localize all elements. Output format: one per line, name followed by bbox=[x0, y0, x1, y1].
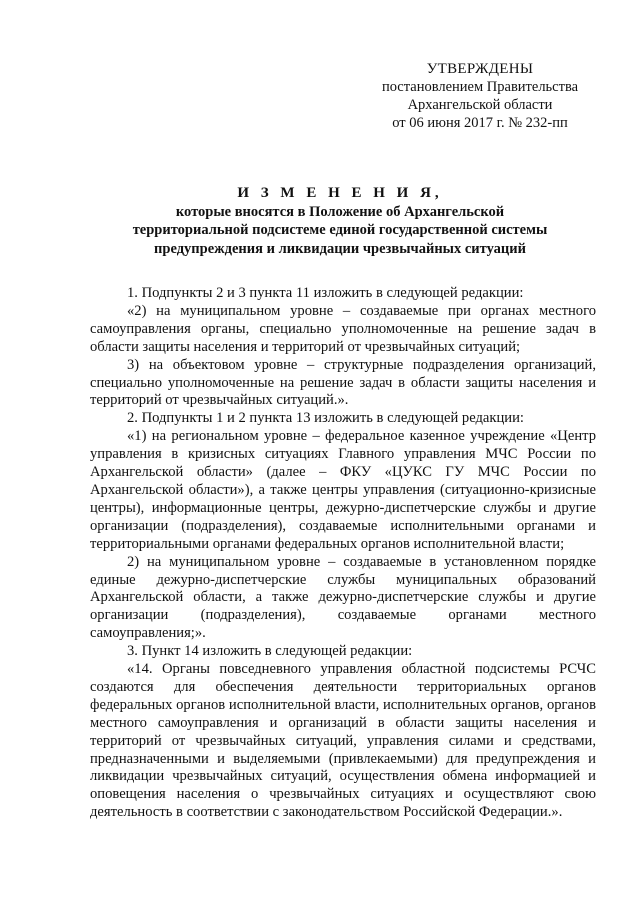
approval-line-1: постановлением Правительства bbox=[381, 79, 579, 95]
title-changes: И З М Е Н Е Н И Я, bbox=[237, 185, 443, 201]
approval-stamp bbox=[360, 60, 600, 132]
paragraph-subitem-3: 3) на объектовом уровне – структурные подразделения организаций, специально уполномоченные на решение задач в области защиты населения и территорий от чрезвычайных ситуаций.». bbox=[90, 356, 596, 409]
paragraph-item-2: 2. Подпункты 1 и 2 пункта 13 изложить в следующей редакции: bbox=[127, 410, 524, 427]
title-line-3: предупреждения и ликвидации чрезвычайных ситуаций bbox=[154, 240, 526, 257]
document-body bbox=[90, 285, 596, 822]
title-line-1: которые вносятся в Положение об Архангельской bbox=[175, 203, 505, 220]
paragraph-subitem-2: «2) на муниципальном уровне – создаваемые при органах местного самоуправления органы, специально уполномоченные на решение задач в области защиты населения и территорий от чрезвычайных ситуаций; bbox=[90, 302, 596, 355]
document-title bbox=[60, 184, 620, 258]
title-line-2: территориальной подсистеме единой государственной системы bbox=[132, 222, 548, 238]
paragraph-item-1: 1. Подпункты 2 и 3 пункта 11 изложить в следующей редакции: bbox=[127, 285, 524, 301]
paragraph-subitem-municipal: 2) на муниципальном уровне – создаваемые в установленном порядке единые дежурно-диспетчерские службы муниципальных образований Архангельской области, а также дежурно-диспетчерские службы и другие организации (подразделения), создаваемые органами местного самоуправления;». bbox=[90, 553, 596, 642]
paragraph-point-14: «14. Органы повседневного управления областной подсистемы РСЧС создаются для обеспечения деятельности территориальных органов федеральных органов исполнительной власти, исполнительных органов, органов местного самоуправления и организаций в области защиты населения и территорий от чрезвычайных ситуаций, управления силами и средствами, предназначенными и выделяемыми (привлекаемыми) для предупреждения и ликвидации чрезвычайных ситуаций, осуществления обмена информацией и оповещения населения о чрезвычайных ситуациях и осуществляют свою деятельность в соответствии с законодательством Российской Федерации.». bbox=[90, 661, 596, 821]
paragraph-subitem-regional: «1) на региональном уровне – федеральное казенное учреждение «Центр управления в кризисных ситуациях Главного управления МЧС России по Архангельской области» (далее – ФКУ «ЦУКС ГУ МЧС России по Архангельской области»), а также центры управления (ситуационно-кризисные центры), информационные центры, дежурно-диспетчерские службы и другие организации (подразделения), создаваемые исполнительными органами и территориальными органами федеральных органов исполнительной власти; bbox=[90, 428, 596, 552]
approval-line-3: от 06 июня 2017 г. № 232-пп bbox=[392, 115, 568, 131]
approval-line-2: Архангельской области bbox=[407, 97, 553, 113]
paragraph-item-3: 3. Пункт 14 изложить в следующей редакции: bbox=[127, 643, 413, 660]
approval-heading: УТВЕРЖДЕНЫ bbox=[426, 61, 534, 77]
